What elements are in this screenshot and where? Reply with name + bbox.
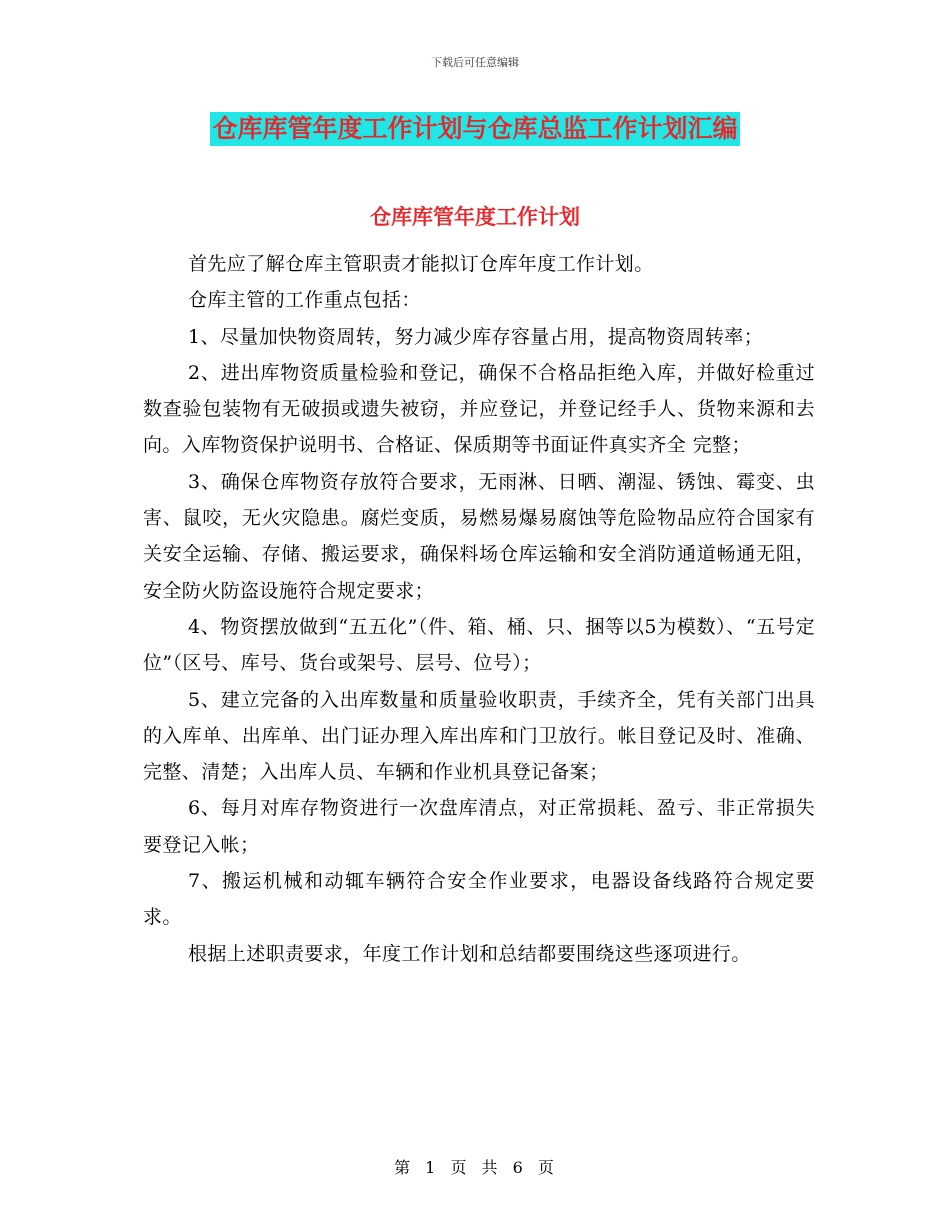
- paragraph-item-6: 6、每月对库存物资进行一次盘库清点，对正常损耗、盈亏、非正常损失要登记入帐；: [143, 797, 815, 856]
- paragraph-item-5: 5、建立完备的入出库数量和质量验收职责，手续齐全，凭有关部门出具的入库单、出库单、出门证办理入库出库和门卫放行。帐目登记及时、准确、完整、清楚；入出库人员、车辆和作业机具登记备案；: [143, 688, 815, 784]
- document-title-container: [0, 112, 950, 146]
- paragraph-intro: 首先应了解仓库主管职责才能拟订仓库年度工作计划。: [188, 253, 654, 275]
- page-footer: 第 1 页 共 6 页: [394, 1158, 556, 1177]
- paragraph-item-3: 3、确保仓库物资存放符合要求，无雨淋、日晒、潮湿、锈蚀、霉变、虫害、鼠咬，无火灾隐患。腐烂变质，易燃易爆易腐蚀等危险物品应符合国家有关安全运输、存储、搬运要求，确保料场仓库运输和安全消防通道畅通无阻，安全防火防盗设施符合规定要求；: [143, 470, 815, 602]
- document-body: [143, 246, 815, 972]
- document-title: 仓库库管年度工作计划与仓库总监工作计划汇编: [210, 112, 739, 146]
- paragraph-item-1: 1、尽量加快物资周转，努力减少库存容量占用，提高物资周转率；: [188, 325, 764, 348]
- paragraph-item-7: 7、搬运机械和动辄车辆符合安全作业要求，电器设备线路符合规定要求。: [143, 870, 815, 929]
- paragraph-key-points: 仓库主管的工作重点包括：: [188, 289, 421, 312]
- paragraph-item-2: 2、进出库物资质量检验和登记，确保不合格品拒绝入库，并做好检重过数查验包装物有无破损或遗失被窃，并应登记，并登记经手人、货物来源和去向。入库物资保护说明书、合格证、保质期等书面证件真实齐全 完整；: [143, 361, 815, 457]
- paragraph-item-4: 4、物资摆放做到“五五化”（件、箱、桶、只、捆等以5为模数）、“五号定位”（区号、库号、货台或架号、层号、位号）；: [143, 615, 815, 675]
- paragraph-conclusion: 根据上述职责要求，年度工作计划和总结都要围绕这些逐项进行。: [188, 942, 751, 965]
- section-title: 仓库库管年度工作计划: [370, 205, 580, 229]
- header-note: 下载后可任意编辑: [431, 56, 519, 69]
